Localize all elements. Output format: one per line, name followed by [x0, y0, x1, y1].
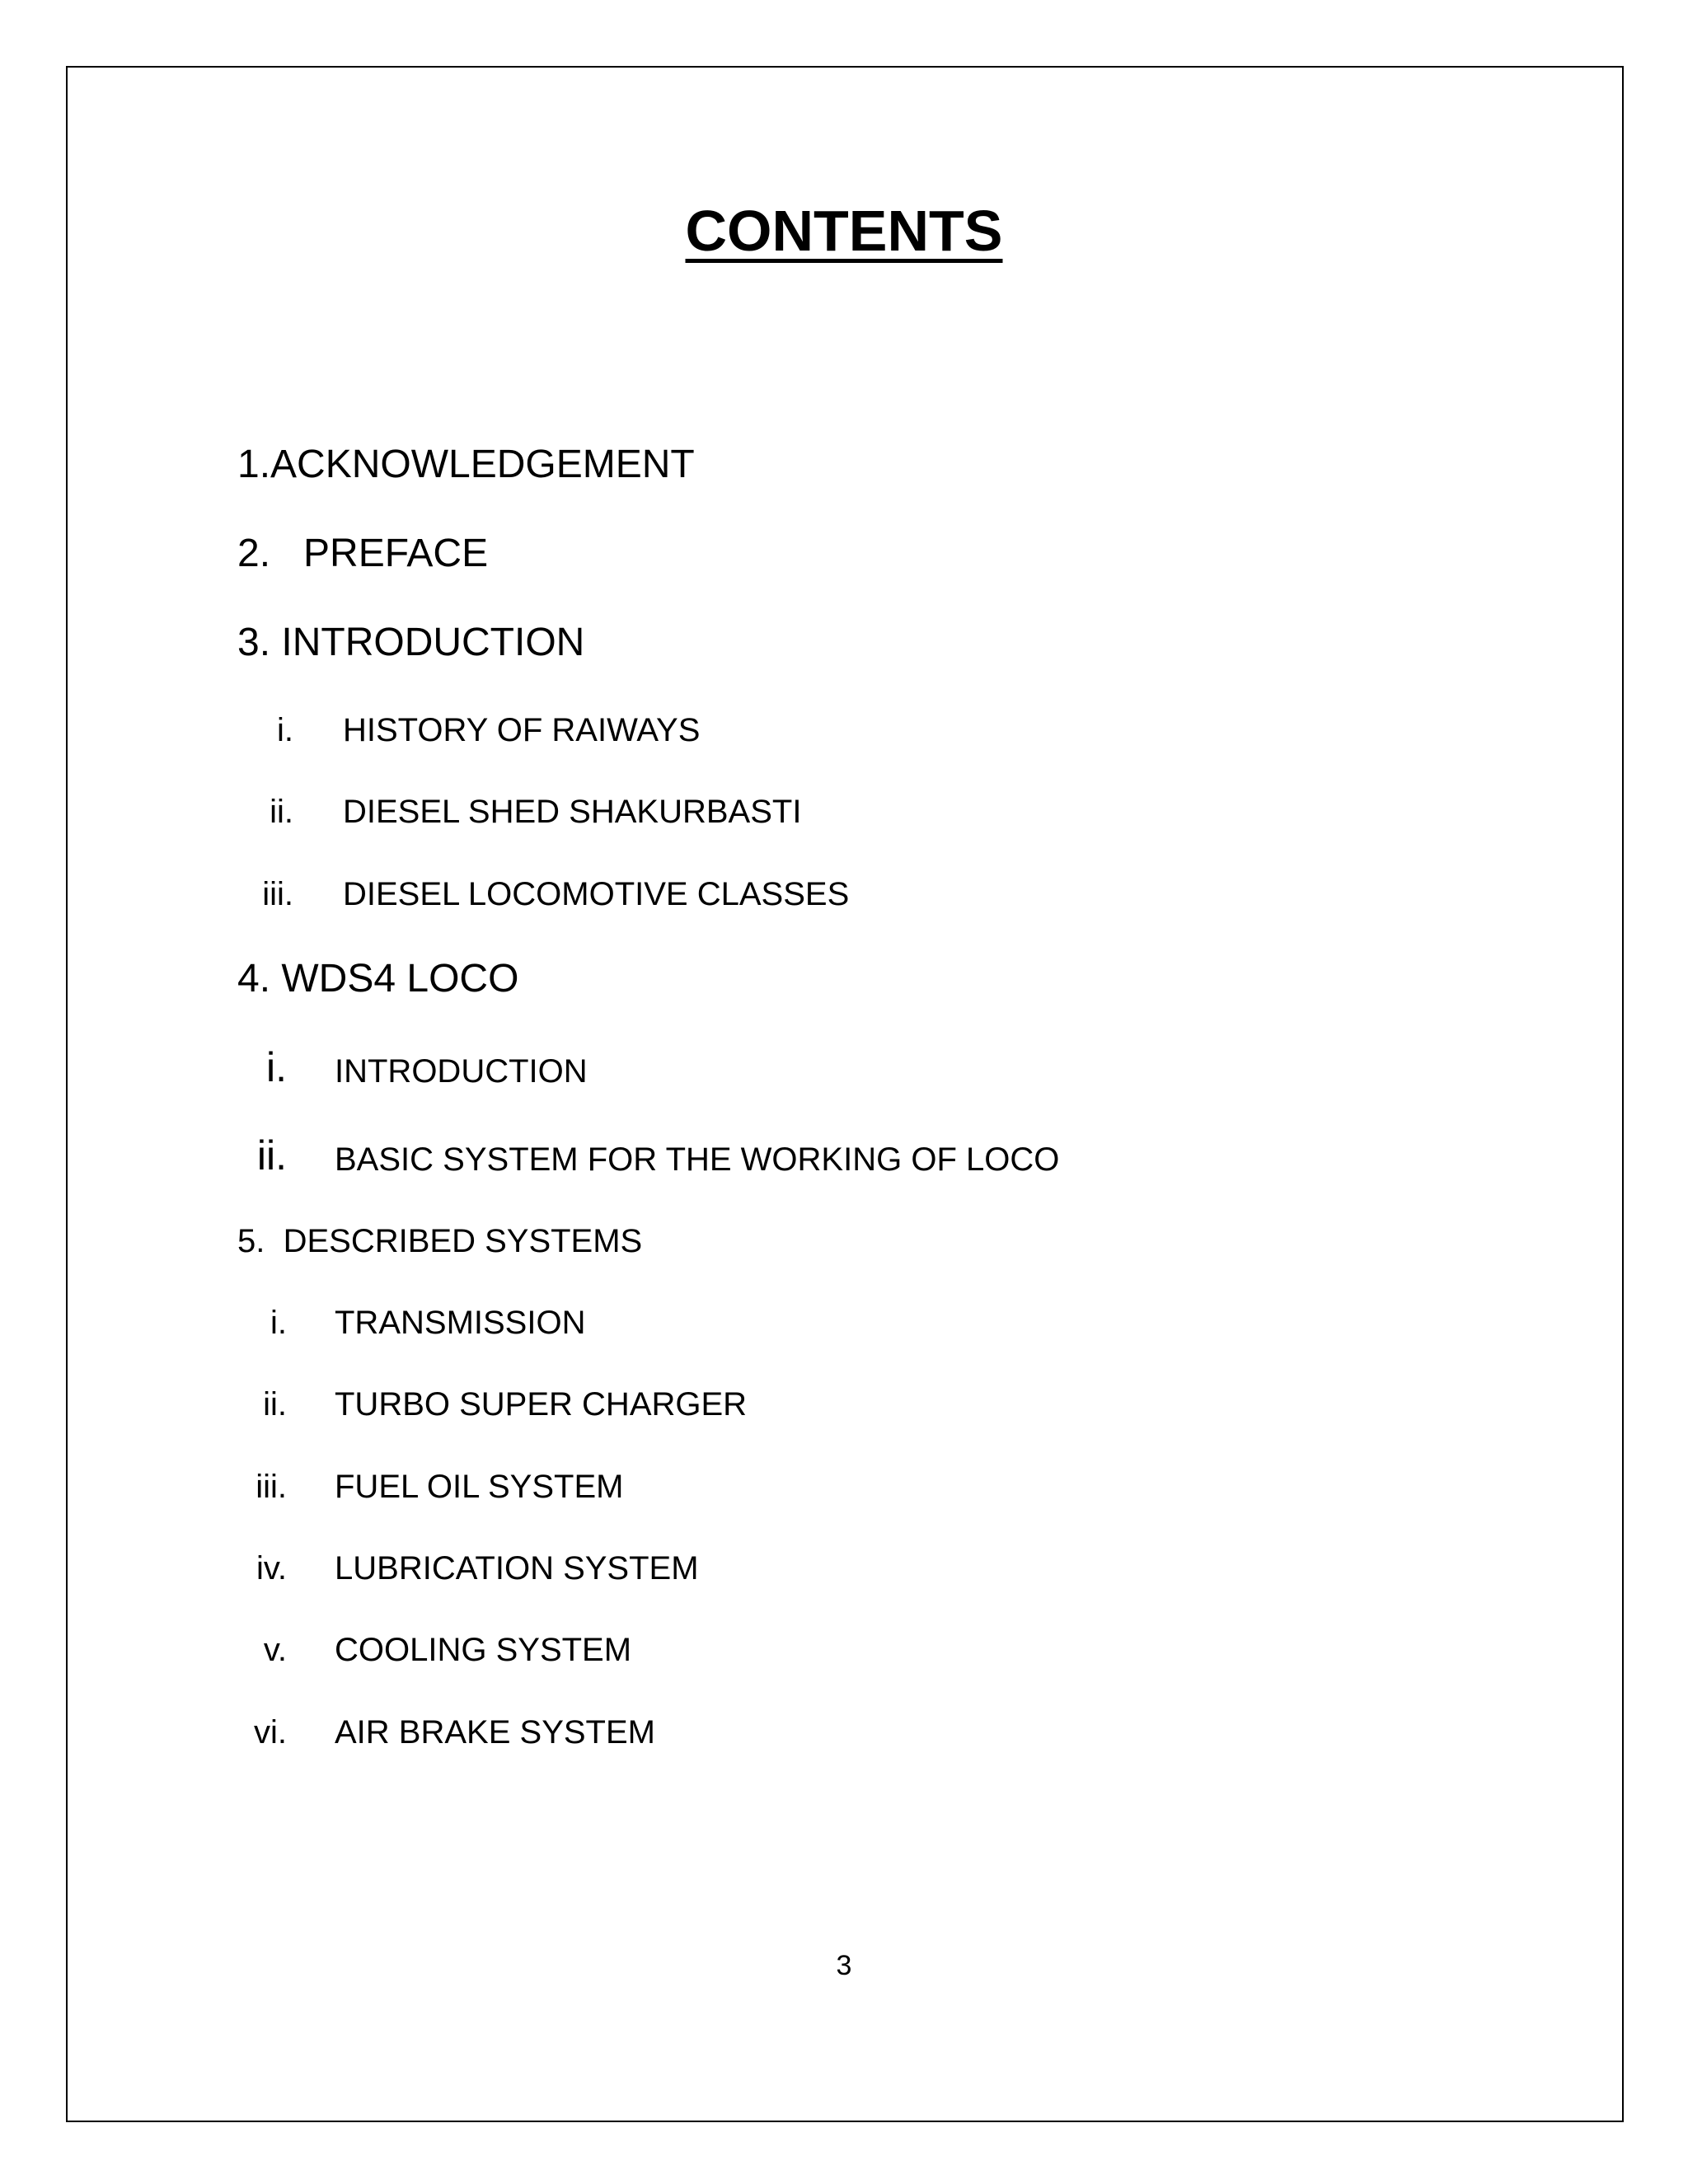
- toc-section-preface: 2. PREFACE: [237, 532, 489, 575]
- toc-item-number: i.: [266, 1044, 287, 1090]
- toc-item-basic-system: BASIC SYSTEM FOR THE WORKING OF LOCO: [335, 1141, 1060, 1178]
- toc-item-number: iii.: [262, 876, 293, 912]
- toc-item-number: vi.: [254, 1714, 287, 1750]
- toc-section-introduction: 3. INTRODUCTION: [237, 621, 585, 664]
- toc-section-described-systems: 5. DESCRIBED SYSTEMS: [237, 1223, 643, 1259]
- page-title: [0, 199, 1688, 263]
- toc-item-diesel-locomotive-classes: DIESEL LOCOMOTIVE CLASSES: [343, 876, 850, 912]
- toc-item-air-brake-system: AIR BRAKE SYSTEM: [335, 1714, 655, 1750]
- toc-item-cooling-system: COOLING SYSTEM: [335, 1632, 632, 1668]
- toc-section-wds4-loco: 4. WDS4 LOCO: [237, 957, 519, 1001]
- toc-section-acknowledgement: 1.ACKNOWLEDGEMENT: [237, 443, 695, 486]
- toc-item-number: iii.: [256, 1469, 287, 1505]
- toc-item-number: i.: [270, 1305, 287, 1341]
- page-border: [66, 66, 1624, 2122]
- toc-item-number: v.: [263, 1632, 287, 1668]
- toc-item-turbo-super-charger: TURBO SUPER CHARGER: [335, 1386, 748, 1422]
- toc-item-number: i.: [277, 712, 293, 748]
- toc-item-diesel-shed: DIESEL SHED SHAKURBASTI: [343, 794, 802, 830]
- toc-item-number: ii.: [256, 1132, 287, 1179]
- toc-item-number: ii.: [263, 1386, 287, 1422]
- page-title-text: CONTENTS: [685, 199, 1003, 263]
- toc-item-lubrication-system: LUBRICATION SYSTEM: [335, 1550, 699, 1586]
- toc-item-loco-introduction: INTRODUCTION: [335, 1053, 588, 1090]
- toc-item-number: iv.: [256, 1550, 287, 1586]
- toc-item-number: ii.: [270, 794, 293, 830]
- toc-item-fuel-oil-system: FUEL OIL SYSTEM: [335, 1469, 624, 1505]
- toc-item-transmission: TRANSMISSION: [335, 1305, 586, 1341]
- toc-item-history-of-railways: HISTORY OF RAIWAYS: [343, 712, 701, 748]
- page-number: 3: [836, 1950, 852, 1981]
